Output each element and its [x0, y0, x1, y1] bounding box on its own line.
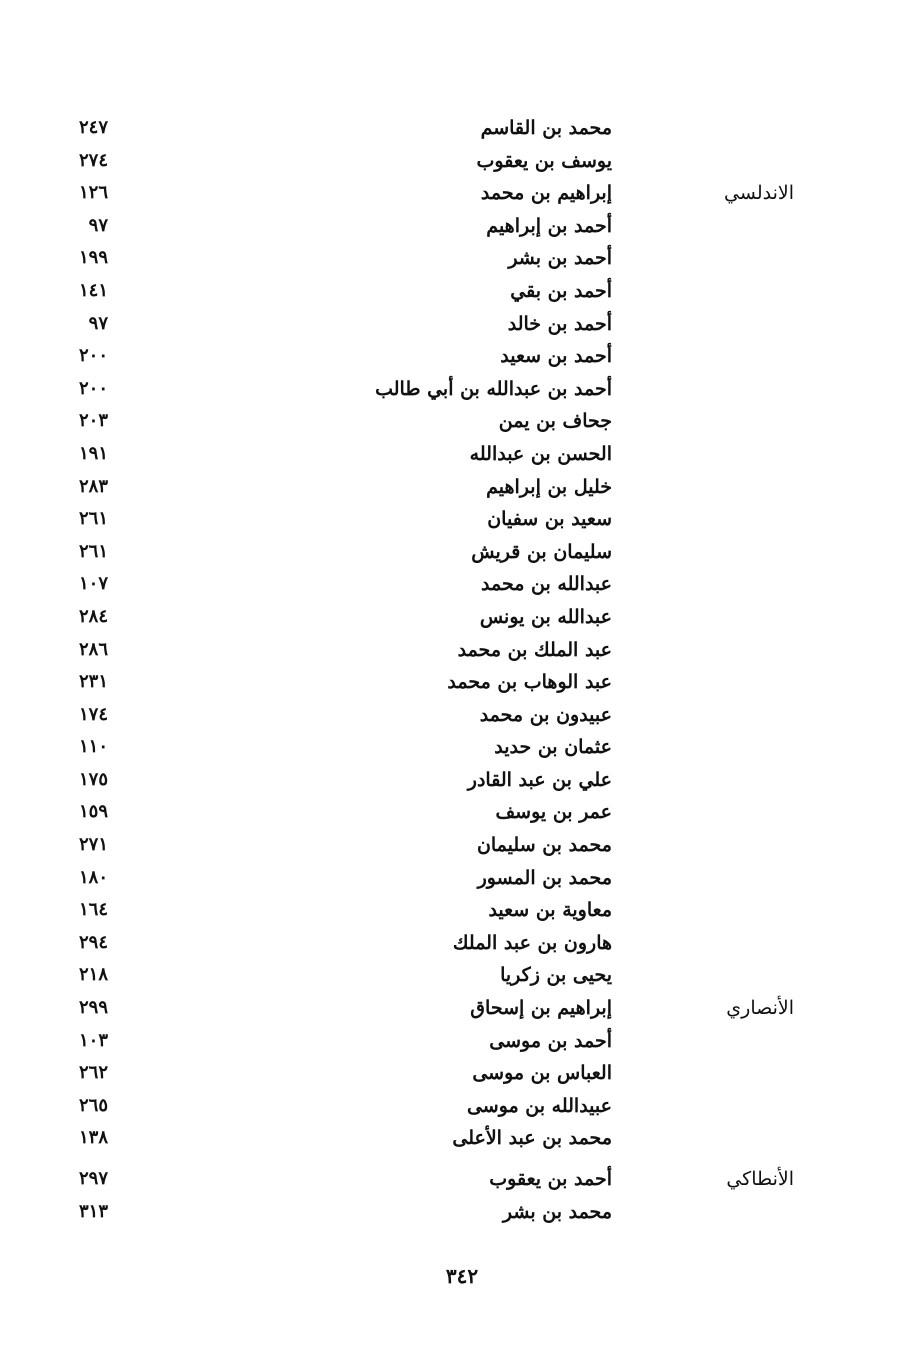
page-reference: ٢٩٧ [78, 1168, 108, 1189]
page-reference: ٢٨٤ [78, 605, 108, 627]
page-reference: ١٠٧ [78, 573, 108, 595]
page-reference: ٢٧١ [78, 834, 108, 856]
index-entry-row [0, 1122, 924, 1155]
page-reference: ١٧٥ [78, 768, 108, 790]
index-entry-row [0, 145, 924, 178]
page-reference: ٢٨٦ [78, 638, 108, 660]
index-entry-row [0, 1090, 924, 1123]
page-reference: ٩٧ [88, 214, 108, 236]
person-name: عبد الملك بن محمد [457, 638, 612, 661]
nisba-heading: الأنصاري [726, 997, 794, 1020]
person-name: عبدالله بن يونس [479, 605, 612, 628]
person-name: أحمد بن إبراهيم [486, 214, 612, 237]
index-entry-row [0, 699, 924, 732]
person-name: علي بن عبد القادر [467, 768, 612, 791]
person-name: معاوية بن سعيد [488, 899, 612, 922]
index-entry-row [0, 862, 924, 895]
index-entry-row [0, 275, 924, 308]
index-entry-row [0, 1196, 924, 1229]
page-reference: ١٩٩ [78, 247, 108, 269]
person-name: عبيدالله بن موسى [466, 1094, 612, 1117]
page-reference: ٢٦٢ [78, 1062, 108, 1084]
person-name: يوسف بن يعقوب [476, 149, 612, 172]
page-reference: ١٤١ [78, 279, 108, 301]
person-name: إبراهيم بن محمد [480, 182, 612, 205]
person-name: أحمد بن بشر [508, 247, 612, 270]
person-name: محمد بن المسور [477, 866, 612, 889]
person-name: سعيد بن سفيان [487, 508, 612, 531]
index-list [0, 112, 924, 1228]
index-entry-row [0, 112, 924, 145]
index-entry-row [0, 992, 924, 1025]
index-entry-row [0, 829, 924, 862]
index-entry-row [0, 601, 924, 634]
person-name: عبد الوهاب بن محمد [447, 671, 612, 694]
page-reference: ١٥٩ [78, 801, 108, 823]
person-name: الحسن بن عبدالله [469, 442, 612, 465]
page-reference: ٢٩٤ [78, 931, 108, 953]
person-name: إبراهيم بن إسحاق [470, 997, 612, 1020]
person-name: أحمد بن سعيد [500, 345, 612, 368]
index-entry-row [0, 927, 924, 960]
person-name: عمر بن يوسف [495, 801, 612, 824]
index-entry-row [0, 438, 924, 471]
person-name: أحمد بن موسى [489, 1029, 612, 1052]
index-entry-row [0, 1025, 924, 1058]
page-number: ٣٤٢ [445, 1264, 479, 1288]
page-reference: ٢١٨ [78, 964, 108, 986]
index-entry-row [0, 764, 924, 797]
page-reference: ٢٠٠ [78, 345, 108, 367]
nisba-heading: الأنطاكي [726, 1168, 794, 1190]
person-name: جحاف بن يمن [498, 410, 612, 433]
index-entry-row [0, 503, 924, 536]
index-entry-row [0, 666, 924, 699]
index-entry-row [0, 210, 924, 243]
page-reference: ٢٣١ [78, 671, 108, 693]
page-reference: ٢٠٣ [78, 410, 108, 432]
page-reference: ١٠٣ [78, 1029, 108, 1051]
index-entry-row [0, 373, 924, 406]
nisba-heading: الاندلسي [724, 182, 794, 205]
page-reference: ٢٨٣ [78, 475, 108, 497]
index-entry-row [0, 959, 924, 992]
person-name: عبدالله بن محمد [481, 573, 612, 596]
index-entry-row [0, 242, 924, 275]
person-name: أحمد بن بقي [510, 279, 612, 302]
index-entry-row [0, 405, 924, 438]
index-entry-row [0, 177, 924, 210]
index-entry-row [0, 471, 924, 504]
page-reference: ٢٦١ [78, 540, 108, 562]
index-entry-row [0, 634, 924, 667]
index-entry-row [0, 308, 924, 341]
index-entry-row [0, 1163, 924, 1196]
page-reference: ١٣٨ [78, 1127, 108, 1149]
index-entry-row [0, 894, 924, 927]
index-entry-row [0, 731, 924, 764]
page-reference: ٢٦٥ [78, 1094, 108, 1116]
page-reference: ٢٦١ [78, 508, 108, 530]
page-reference: ١٨٠ [78, 866, 108, 888]
page-reference: ٢٩٩ [78, 997, 108, 1019]
person-name: خليل بن إبراهيم [486, 475, 612, 498]
person-name: يحيى بن زكريا [500, 964, 612, 987]
page-reference: ١٧٤ [78, 703, 108, 725]
index-entry-row [0, 536, 924, 569]
page-reference: ٣١٣ [78, 1200, 108, 1222]
page-reference: ٩٧ [88, 312, 108, 334]
person-name: عثمان بن حديد [494, 736, 612, 759]
person-name: سليمان بن قريش [471, 540, 612, 563]
page-reference: ٢٠٠ [78, 377, 108, 399]
person-name: محمد بن عبد الأعلى [452, 1127, 612, 1150]
person-name: هارون بن عبد الملك [452, 931, 612, 954]
person-name: أحمد بن يعقوب [489, 1168, 612, 1190]
index-entry-row [0, 796, 924, 829]
person-name: محمد بن القاسم [480, 117, 612, 139]
page-reference: ١١٠ [78, 736, 108, 758]
person-name: أحمد بن خالد [507, 312, 612, 335]
page-reference: ١٢٦ [78, 182, 108, 204]
person-name: عبيدون بن محمد [479, 703, 612, 726]
person-name: العباس بن موسى [472, 1062, 612, 1085]
page-reference: ٢٤٧ [78, 117, 108, 138]
person-name: محمد بن بشر [502, 1200, 612, 1223]
page-reference: ١٩١ [78, 442, 108, 464]
index-entry-row [0, 568, 924, 601]
index-entry-row [0, 1057, 924, 1090]
page-reference: ١٦٤ [78, 899, 108, 921]
index-entry-row [0, 340, 924, 373]
person-name: أحمد بن عبدالله بن أبي طالب [375, 377, 612, 400]
person-name: محمد بن سليمان [476, 834, 612, 857]
page-reference: ٢٧٤ [78, 149, 108, 171]
